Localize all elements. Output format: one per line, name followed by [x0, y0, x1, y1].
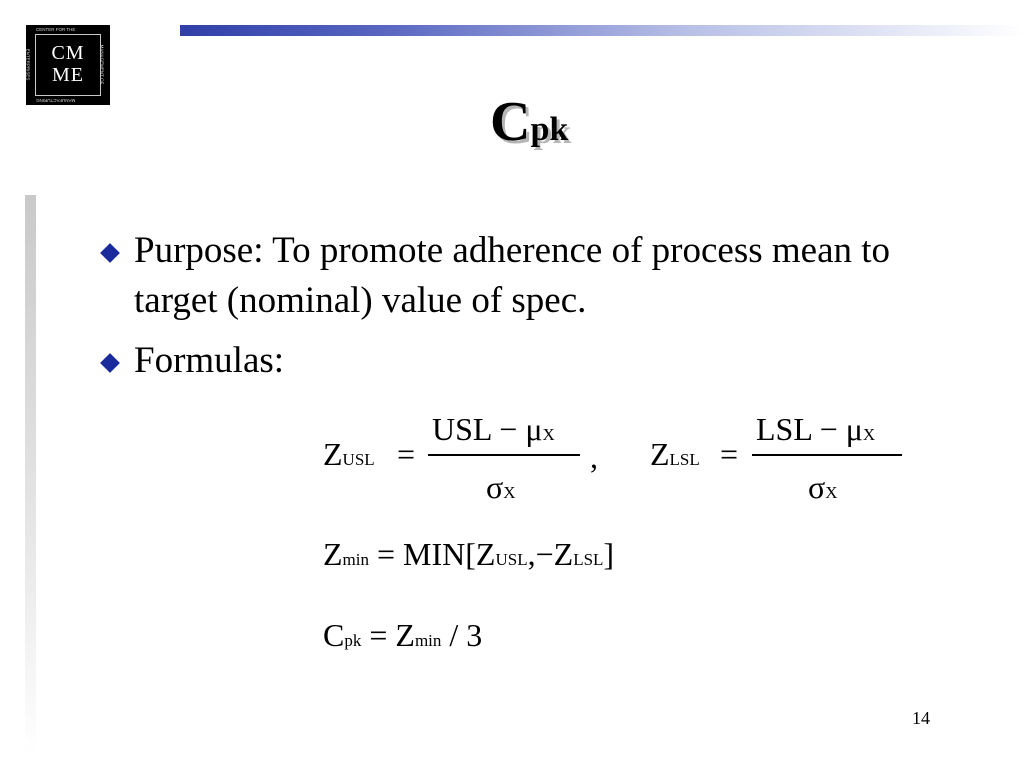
z-lsl-denominator: σX — [808, 469, 838, 505]
diamond-bullet-icon — [100, 243, 120, 263]
bullet-list — [100, 226, 980, 396]
z-usl-fraction-bar — [428, 454, 580, 456]
z-usl-lhs: ZUSL — [323, 436, 375, 472]
top-accent-bar — [180, 25, 1024, 36]
z-usl-numerator: USL − μX — [432, 411, 555, 447]
page-number: 14 — [912, 708, 930, 728]
bullet-text: Formulas: — [134, 340, 285, 381]
diamond-bullet-icon — [100, 353, 120, 373]
bullet-item — [100, 226, 980, 326]
formula-cpk: Cpk = Zmin / 3 — [323, 617, 483, 653]
z-lsl-equals: = — [720, 436, 739, 472]
bullet-text: Purpose: To promote adherence of process mean to target (nominal) value of spec. — [134, 230, 891, 321]
z-usl-equals: = — [397, 436, 416, 472]
bullet-item — [100, 336, 980, 386]
logo-line-1: CM — [51, 42, 85, 64]
z-usl-comma: , — [590, 439, 598, 475]
logo-ring-left: ENTERPRISES — [25, 48, 31, 81]
logo-ring-top: CENTER FOR THE — [36, 27, 76, 32]
slide-title — [490, 92, 568, 160]
logo-line-2: ME — [52, 64, 84, 86]
z-lsl-fraction-bar — [752, 454, 902, 456]
title-subscript: pk — [530, 111, 569, 148]
logo-inner-frame — [35, 34, 101, 96]
formula-z-min: Zmin = MIN[ZUSL,−ZLSL] — [323, 536, 615, 572]
cmme-logo — [26, 25, 110, 105]
z-lsl-lhs: ZLSL — [650, 436, 700, 472]
logo-ring-bottom: MANUFACTURING — [36, 98, 76, 103]
left-accent-bar — [25, 195, 36, 755]
title-main: C — [490, 91, 531, 153]
logo-ring-right: MANAGEMENT OF — [99, 44, 105, 85]
z-lsl-numerator: LSL − μX — [756, 411, 876, 447]
z-usl-denominator: σX — [486, 469, 516, 505]
